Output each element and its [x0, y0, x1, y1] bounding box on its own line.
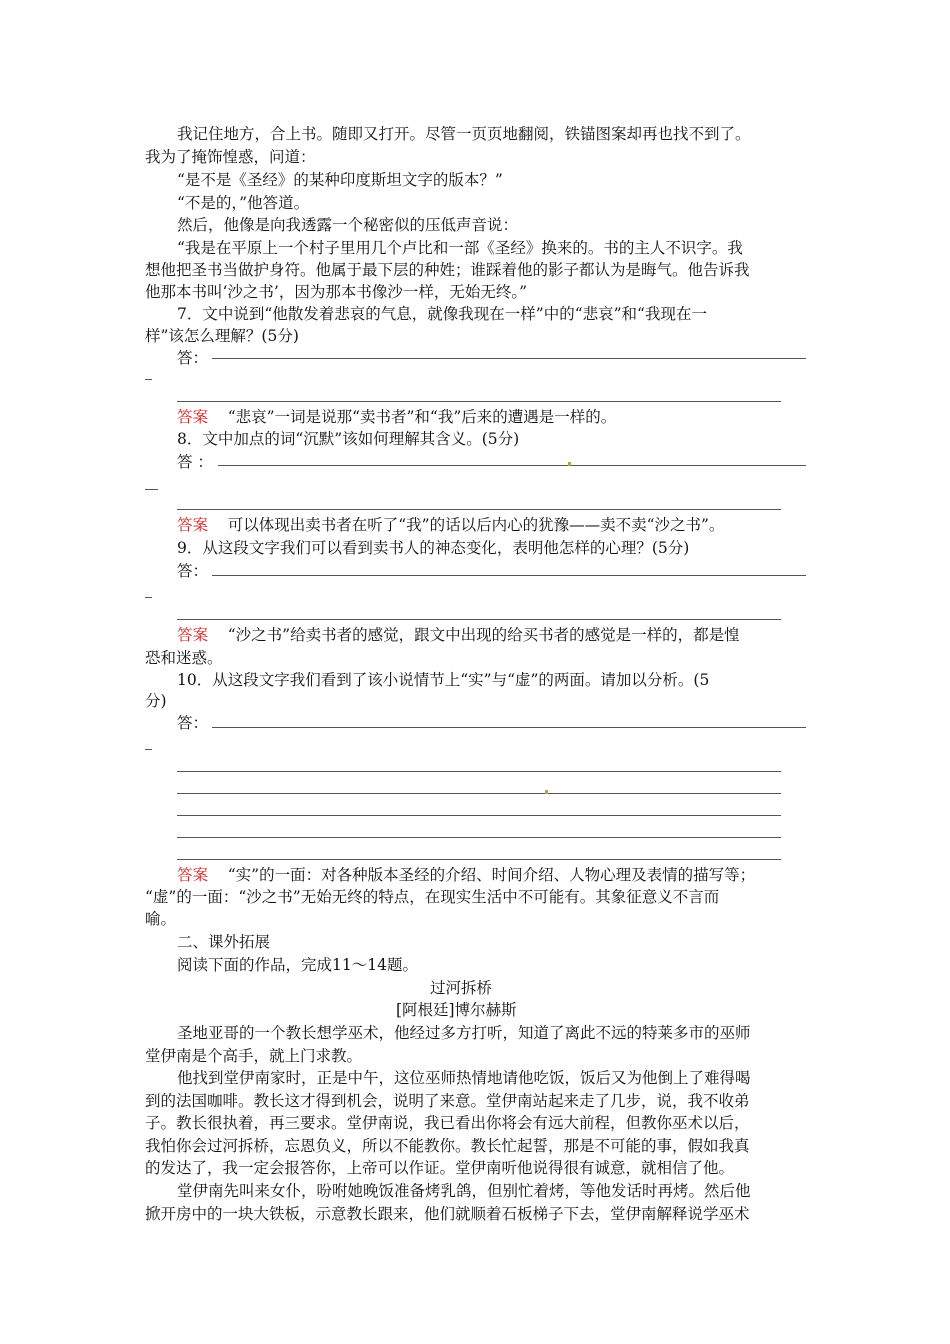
- answer-line: [212, 358, 806, 359]
- answer-prompt: 答：: [177, 562, 209, 580]
- answer-line: [177, 619, 781, 620]
- answer-prompt: 答：: [177, 714, 209, 732]
- answer-text: 可以体现出卖书者在听了“我”的话以后内心的犹豫——卖不卖“沙之书”。: [227, 516, 725, 534]
- question-7: 7．文中说到“他散发着悲哀的气息，就像我现在一样”中的“悲哀”和“我现在一: [177, 305, 707, 323]
- paragraph-line: “是不是《圣经》的某种印度斯坦文字的版本？”: [177, 171, 503, 189]
- story-title: 过河拆桥: [430, 979, 493, 997]
- paragraph-line: 然后，他像是向我透露一个秘密似的压低声音说：: [177, 216, 519, 234]
- story-line: 他找到堂伊南家时，正是中午，这位巫师热情地请他吃饭，饭后又为他倒上了难得喝: [177, 1069, 751, 1087]
- paragraph-line: “不是的，”他答道。: [177, 194, 310, 212]
- answer-text: “悲哀”一词是说那“卖书者”和“我”后来的遭遇是一样的。: [227, 408, 617, 426]
- answer-line: [212, 727, 806, 728]
- story-line: 我怕你会过河拆桥，忘恩负义，所以不能教你。教长忙起誓，那是不可能的事，假如我真: [145, 1137, 750, 1155]
- answer-7: [177, 406, 616, 428]
- answer-10-cont: “虚”的一面：“沙之书”无始无终的特点，在现实生活中不可能有。其象征意义不言而: [145, 888, 720, 906]
- story-line: 子。教长很执着，再三要求。堂伊南说，我已看出你将会有远大前程，但教你巫术以后，: [145, 1114, 750, 1132]
- paragraph-line: 我记住地方，合上书。随即又打开。尽管一页页地翻阅，铁锚图案却再也找不到了。: [177, 125, 751, 143]
- answer-label: 答案: [177, 516, 209, 534]
- mark-dot: [545, 790, 548, 794]
- answer-line-overflow: [145, 379, 152, 380]
- paragraph-line: “我是在平原上一个村子里用几个卢比和一部《圣经》换来的。书的主人不识字。我: [177, 239, 743, 257]
- story-line: 堂伊南先叫来女仆，吩咐她晚饭准备烤乳鸽，但别忙着烤，等他发话时再烤。然后他: [177, 1182, 751, 1200]
- paragraph-line: 他那本书叫‘沙之书’，因为那本书像沙一样，无始无终。”: [145, 283, 528, 301]
- question-10-cont: 分): [145, 692, 167, 710]
- answer-line-overflow: [145, 597, 152, 598]
- story-line: 掀开房中的一块大铁板，示意教长跟来，他们就顺着石板梯子下去，堂伊南解释说学巫术: [145, 1205, 750, 1223]
- answer-9-cont: 恐和迷惑。: [145, 649, 223, 667]
- section-heading: 二、课外拓展: [177, 933, 271, 951]
- paragraph-line: 我为了掩饰惶惑，问道：: [145, 148, 316, 166]
- answer-prompt: 答 ：: [177, 453, 213, 471]
- answer-line-overflow: [145, 489, 158, 490]
- answer-text: “实”的一面：对各种版本圣经的介绍、时间介绍、人物心理及表情的描写等；: [227, 866, 756, 884]
- question-7-cont: 样”该怎么理解？(5分): [145, 327, 299, 345]
- question-10: 10．从这段文字我们看到了该小说情节上“实”与“虚”的两面。请加以分析。(5: [177, 671, 710, 689]
- story-author: [阿根廷]博尔赫斯: [396, 1001, 517, 1019]
- answer-line: [177, 837, 781, 838]
- answer-prompt: 答：: [177, 349, 209, 367]
- answer-line: [177, 509, 781, 510]
- story-line: 堂伊南是个高手，就上门求教。: [145, 1047, 363, 1065]
- answer-line-overflow: [145, 749, 152, 750]
- answer-line: [218, 465, 806, 466]
- answer-10: [177, 864, 755, 886]
- answer-9: [177, 624, 740, 646]
- answer-line: [212, 575, 806, 576]
- story-line: 圣地亚哥的一个教长想学巫术，他经过多方打听，知道了离此不远的特莱多市的巫师: [177, 1024, 751, 1042]
- answer-line: [177, 859, 781, 860]
- answer-label: 答案: [177, 408, 209, 426]
- answer-10-cont: 喻。: [145, 910, 177, 928]
- answer-line: [177, 771, 781, 772]
- story-line: 的发达了，我一定会报答你，上帝可以作证。堂伊南听他说得很有诚意，就相信了他。: [145, 1159, 735, 1177]
- story-line: 到的法国咖啡。教长这才得到机会，说明了来意。堂伊南站起来走了几步，说，我不收弟: [145, 1092, 750, 1110]
- question-9: 9．从这段文字我们可以看到卖书人的神态变化，表明他怎样的心理？(5分): [177, 539, 690, 557]
- answer-8: [177, 514, 724, 536]
- answer-line: [177, 815, 781, 816]
- question-8: 8．文中加点的词“沉默”该如何理解其含义。(5分): [177, 430, 520, 448]
- mark-dot: [568, 462, 571, 466]
- instruction: 阅读下面的作品，完成11～14题。: [177, 956, 418, 974]
- answer-label: 答案: [177, 626, 209, 644]
- answer-text: “沙之书”给卖书者的感觉，跟文中出现的给买书者的感觉是一样的，都是惶: [227, 626, 740, 644]
- answer-line: [177, 793, 781, 794]
- answer-label: 答案: [177, 866, 209, 884]
- paragraph-line: 想他把圣书当做护身符。他属于最下层的种姓；谁踩着他的影子都认为是晦气。他告诉我: [145, 261, 750, 279]
- answer-line: [177, 401, 781, 402]
